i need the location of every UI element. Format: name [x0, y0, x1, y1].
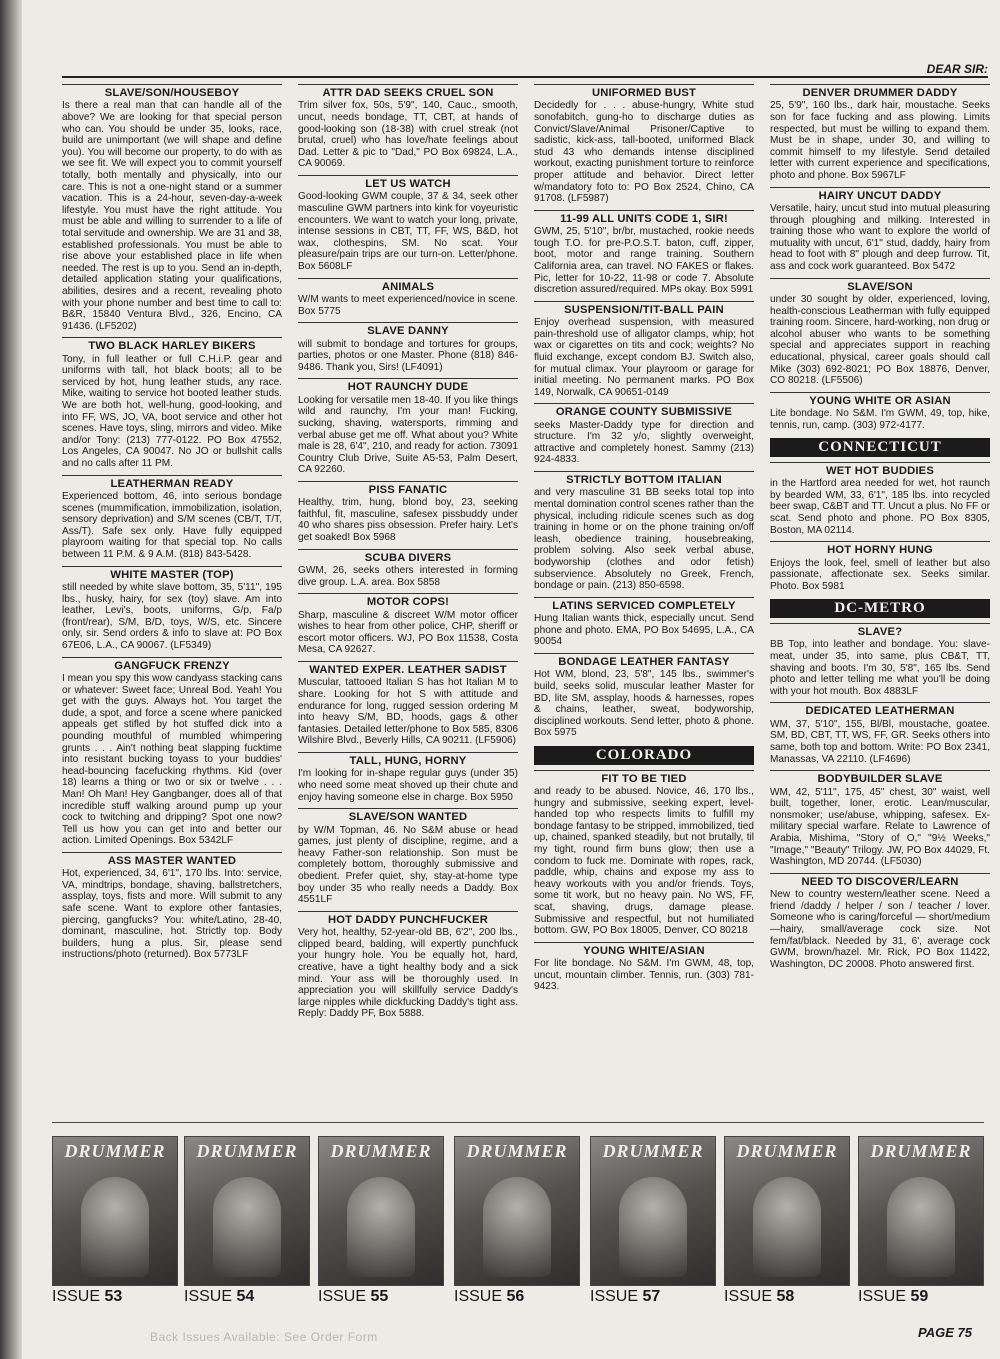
- classified-ad: [770, 541, 990, 592]
- ad-title: WHITE MASTER (TOP): [62, 566, 282, 581]
- issue-number: 55: [370, 1288, 389, 1305]
- classified-ad: [770, 770, 990, 868]
- ad-body: W/M wants to meet experienced/novice in scene. Box 5775: [298, 293, 518, 317]
- ad-body: Healthy, trim, hung, blond boy, 23, seeking faithful, fit, masculine, safesex pissbuddy under 40 who shares piss obsession. Prefer hairy. Let's get soaked! Box 5968: [298, 497, 518, 544]
- classified-ad: [534, 301, 754, 399]
- classified-ad: [770, 623, 990, 697]
- cover-photo: [483, 1177, 551, 1277]
- ad-title: BODYBUILDER SLAVE: [770, 770, 990, 785]
- column-3: [534, 84, 754, 1120]
- issue-number: 54: [236, 1288, 255, 1305]
- issue-cover: [724, 1136, 848, 1306]
- ad-body: WM, 37, 5'10", 155, Bl/Bl, moustache, goatee. SM, BD, CBT, TT, WS, FF, GR. Seeks others into same, both top and bottom. Write: PO Box 2341, Manassas, VA 22110. (LF4696): [770, 718, 990, 765]
- cover-masthead: DRUMMER: [330, 1141, 432, 1161]
- classified-ad: [298, 278, 518, 318]
- ad-title: LATINS SERVICED COMPLETELY: [534, 597, 754, 612]
- issue-label: [590, 1288, 714, 1306]
- cover-photo: [81, 1177, 149, 1277]
- classified-ad: [62, 852, 282, 961]
- ad-title: GANGFUCK FRENZY: [62, 657, 282, 672]
- classified-ad: [298, 549, 518, 589]
- header-rule: [62, 76, 988, 78]
- ad-title: SLAVE/SON: [770, 278, 990, 293]
- cover-masthead: DRUMMER: [466, 1141, 568, 1161]
- ad-title: SUSPENSION/TIT-BALL PAIN: [534, 301, 754, 316]
- ad-title: SCUBA DIVERS: [298, 549, 518, 564]
- issue-label: [858, 1288, 982, 1306]
- classified-ad: [298, 808, 518, 906]
- ad-body: Is there a real man that can handle all of the above? We are looking for that special person who can. You should be under 35, looks, race, build are unimportant (we will shape and define you). You will become our property, to do with as we see fit. We will expect you to commit yourself totally, both mentally and physically, into our care. This is not a one-night stand or a summer vacation. This is a 24-hour, seven-day-a-week lifestyle. You must have the right attitude. You must be able and willing to surrender to a life of total servitude and ownership. We are 31 and 38, established professionals. You must be able to rise above your established place in life when needed. The rest is up to you. Send an in-depth, detailed application stating your qualifications, abilities, desires and a recent, revealing photo with your phone number and best time to call to: B&R, 15840 Ventura Blvd., 326, Encino, CA 91436. (LF5202): [62, 100, 282, 332]
- classified-ad: [62, 84, 282, 332]
- issue-number: 59: [910, 1288, 929, 1305]
- ad-title: UNIFORMED BUST: [534, 84, 754, 99]
- classified-ad: [298, 752, 518, 803]
- classified-ad: [298, 84, 518, 170]
- cover-photo: [213, 1177, 281, 1277]
- ad-title: DEDICATED LEATHERMAN: [770, 702, 990, 717]
- ad-body: Hot, experienced, 34, 6'1", 170 lbs. Into: service, VA, mindtrips, bondage, shaving, ballstretchers, assplay, toys, fists and more. Will submit to any safe scene. Want to explore other fantasies, piercing, gangfucks? You: white/Latino, 28-40, dominant, masculine, hot. Strictly top. Body builders, hung a plus. Sir, please send instructions/photo (returned). Box 5773LF: [62, 868, 282, 961]
- issue-word: ISSUE: [52, 1288, 101, 1305]
- cover-image: [858, 1136, 984, 1286]
- issue-label: [724, 1288, 848, 1306]
- cover-image: [454, 1136, 580, 1286]
- ad-title: YOUNG WHITE OR ASIAN: [770, 392, 990, 407]
- issue-cover: [858, 1136, 982, 1306]
- classified-ad: [770, 392, 990, 432]
- classified-ad: [534, 942, 754, 993]
- classified-ad: [62, 566, 282, 652]
- ad-title: ASS MASTER WANTED: [62, 852, 282, 867]
- ad-body: seeks Master-Daddy type for direction and structure. I'm 32 y/o, slightly overweight, attractive and completely honest. Sammy (213) 924-4833.: [534, 419, 754, 466]
- classified-ad: [298, 175, 518, 273]
- ad-title: HOT DADDY PUNCHFUCKER: [298, 911, 518, 926]
- ad-body: Good-looking GWM couple, 37 & 34, seek other masculine GWM partners into kink for voyeuristic encounters. We want to watch your long, private, intense sessions in CBT, TT, FF, WS, B&D, hot wax, clothespins, SM. No scat. Your pleasure/pain trips are our turn-on. Letter/phone. Box 5608LF: [298, 191, 518, 272]
- column-1: [62, 84, 282, 1120]
- ad-body: BB Top, into leather and bondage. You: slave-meat, under 35, into same, plus CB&T, TT, shaving and boots. I'm 30, 5'8", 165 lbs. Send photo and letter telling me what you'll be doing with your hot mouth. Box 4883LF: [770, 639, 990, 697]
- issue-number: 56: [506, 1288, 525, 1305]
- cover-photo: [619, 1177, 687, 1277]
- ad-body: Trim silver fox, 50s, 5'9", 140, Cauc., smooth, uncut, needs bondage, TT, CBT, at hands of good-looking son (18-38) with cruel streak (not brutal, cruel) who has love/hate feelings about Dad. Letter & pic to "Dad," PO Box 69824, L.A., CA 90069.: [298, 100, 518, 170]
- column-4: [770, 84, 990, 1120]
- back-issue-covers: [52, 1136, 992, 1316]
- ad-title: LEATHERMAN READY: [62, 475, 282, 490]
- ad-body: Very hot, healthy, 52-year-old BB, 6'2", 200 lbs., clipped beard, balding, will expertly punchfuck your hungry hole. You be equally hot, hard, creative, have a tight healthy body and a sick mind. Your ass will be thoroughly used. In appreciation you will skillfully service Daddy's large nipples while dickfucking Daddy's tight ass. Reply: Daddy PF, Box 5888.: [298, 927, 518, 1020]
- issue-word: ISSUE: [318, 1288, 367, 1305]
- issue-cover: [454, 1136, 578, 1306]
- ad-title: YOUNG WHITE/ASIAN: [534, 942, 754, 957]
- ad-body: still needed by white slave bottom, 35, 5'11", 195 lbs., husky, hairy, for sex (toy) slave. Am into leather, Levi's, boots, uniforms, G/p, Fa/p (front/rear), S/M, B/D, toys, W/S, etc. Sincere only, sir. Send orders & info to slave at: PO Box 67E06, L.A., CA 90067. (LF5349): [62, 582, 282, 651]
- ad-title: DENVER DRUMMER DADDY: [770, 84, 990, 99]
- state-heading: CONNECTICUT: [770, 438, 990, 457]
- ad-body: Enjoy overhead suspension, with measured pain-threshold use of alligator clamps, whip; hot wax or cigarettes on tits and cock; weights? No fluid exchange, except condom BJ. Switch also, for mutual climax. Your playroom or garage for initial meeting. No permanent marks. PO Box 149, Norwalk, CA 90651-0149: [534, 317, 754, 398]
- issue-word: ISSUE: [184, 1288, 233, 1305]
- cover-image: [590, 1136, 716, 1286]
- covers-rule: [52, 1122, 984, 1123]
- ad-title: LET US WATCH: [298, 175, 518, 190]
- ad-title: SLAVE DANNY: [298, 322, 518, 337]
- ad-title: SLAVE?: [770, 623, 990, 638]
- classified-ad: [298, 911, 518, 1020]
- classified-ad: [298, 322, 518, 373]
- ad-body: Muscular, tattooed Italian S has hot Italian M to share. Looking for hot S with attitude and endurance for long, rugged session ordering M into heavy S/M, BD, hoods, gags & other fantasies. Detailed letter/phone to Box 585, 8306 Wilshire Blvd., Beverly Hills, CA 90211. (LF5906): [298, 677, 518, 747]
- ad-title: ATTR DAD SEEKS CRUEL SON: [298, 84, 518, 99]
- classified-ad: [534, 210, 754, 296]
- ad-body: Versatile, hairy, uncut stud into mutual pleasuring through ploughing and milking. Interested in training those who want to explore the world of mutuality with uncut, 6'1" stud, daddy, hairy from head to foot with 8" plough and deep furrow. Tit, ass and cock work guaranteed. Box 5472: [770, 202, 990, 272]
- classified-ad: [62, 337, 282, 469]
- ad-title: HOT HORNY HUNG: [770, 541, 990, 556]
- ad-title: MOTOR COPS!: [298, 593, 518, 608]
- ad-title: HAIRY UNCUT DADDY: [770, 187, 990, 202]
- issue-label: [184, 1288, 308, 1306]
- ad-title: WET HOT BUDDIES: [770, 462, 990, 477]
- classified-ad: [770, 873, 990, 971]
- classified-ad: [298, 481, 518, 544]
- ad-title: HOT RAUNCHY DUDE: [298, 378, 518, 393]
- cover-photo: [347, 1177, 415, 1277]
- issue-word: ISSUE: [590, 1288, 639, 1305]
- ad-body: For lite bondage. No S&M. I'm GWM, 48, top, uncut, mountain climber. Tennis, run. (303) 781-9423.: [534, 958, 754, 993]
- classified-ad: [298, 378, 518, 476]
- ad-body: by W/M Topman, 46. No S&M abuse or head games, just plenty of discipline, regime, and a heavy Father-son relationship. Son must be completely bottom, thoroughly submissive and obedient. Prefer quiet, shy, stay-at-home type boy under 35 who really needs a Daddy. Box 4551LF: [298, 824, 518, 906]
- ad-body: Decidedly for . . . abuse-hungry, White stud sonofabitch, gung-ho to discharge duties as Convict/Slave/Animal Prisoner/Captive to sadistic, kick-ass, tall-booted, uniformed Black stud 43 who demands intense disciplined workout, exacting punishment torture to reinforce proper attitude and behavior. Direct letter w/mandatory foto to: PO Box 2524, Chino, CA 91708. (LF5987): [534, 100, 754, 205]
- issue-word: ISSUE: [724, 1288, 773, 1305]
- issue-number: 53: [104, 1288, 123, 1305]
- classified-ad: [534, 770, 754, 937]
- classified-ad: [298, 661, 518, 747]
- state-heading: COLORADO: [534, 746, 754, 765]
- ad-body: Hung Italian wants thick, especially uncut. Send phone and photo. EMA, PO Box 54695, L.A., CA 90054: [534, 613, 754, 648]
- ad-body: Lite bondage. No S&M. I'm GWM, 49, top, hike, tennis, run, camp. (303) 972-4177.: [770, 408, 990, 431]
- issue-label: [454, 1288, 578, 1306]
- cover-masthead: DRUMMER: [64, 1141, 166, 1161]
- classified-ad: [534, 653, 754, 739]
- cover-image: [52, 1136, 178, 1286]
- classified-ad: [770, 702, 990, 765]
- ad-title: FIT TO BE TIED: [534, 770, 754, 785]
- ad-body: and very masculine 31 BB seeks total top into mental domination control scenes rather than the physical, including ridicule scenes such as dog training in home or on the phone training on/off leash, obedience training, housebreaking, problem solving. Also seek verbal abuse, bodyworship (clothes and odor fetish) subservience. Absolutely no Greek, French, bondage or pain. (213) 850-6598.: [534, 487, 754, 592]
- ad-body: and ready to be abused. Novice, 46, 170 lbs., hungry and submissive, seeking expert, level-handed top who respects limits to fulfill my bondage fantasy to be stripped, immobilized, tied up, chained, spanked steadily, but not brutally, til my tight, round firm buns glow; then use a condom to fuck me. Dominate with ropes, rack, paddle, whip, chains and expose my ass to heavy workouts with you and/or friends. Toys, some tit work, but no heavy pain. No WS, FF, scat, shaving, drugs, damage please. Submissive and respectful, but not humiliated bottom. GW, PO Box 18005, Denver, CO 80218: [534, 785, 754, 937]
- ad-body: will submit to bondage and tortures for groups, parties, photos or one Master. Phone (818) 846-9486. Thank you, Sirs! (LF4091): [298, 338, 518, 373]
- ad-title: WANTED EXPER. LEATHER SADIST: [298, 661, 518, 676]
- cover-masthead: DRUMMER: [736, 1141, 838, 1161]
- ad-title: STRICTLY BOTTOM ITALIAN: [534, 471, 754, 486]
- ad-body: Experienced bottom, 46, into serious bondage scenes (mummification, immobilization, isolation, sensory deprivation) and S/M scenes (CB/T, T/T, Ass/T). Safe sex only. Have fully equipped playroom waiting for that special top. No calls between 11 P.M. & 9 A.M. (818) 843-5428.: [62, 491, 282, 560]
- ad-title: SLAVE/SON WANTED: [298, 808, 518, 823]
- classified-ad: [534, 403, 754, 466]
- ad-body: Hot WM, blond, 23, 5'8", 145 lbs., swimmer's build, seeks solid, muscular leather Master for BD, lite SM, assplay, hoods & harnesses, ropes & chains, leather, sweat, bodyworship, disciplined workouts. Send letter, photo & phone. Box 5975: [534, 669, 754, 739]
- classified-ad: [534, 471, 754, 592]
- ad-body: Sharp, masculine & discreet W/M motor officer wishes to hear from other police, CHP, sheriff or escort motor officers. WJ, PO Box 11538, Costa Mesa, CA 92627.: [298, 609, 518, 656]
- running-head: DEAR SIR:: [926, 62, 988, 76]
- issue-word: ISSUE: [454, 1288, 503, 1305]
- footer-caption: Back Issues Available: See Order Form: [150, 1330, 378, 1344]
- ad-body: Looking for versatile men 18-40. If you like things wild and raunchy, I'm your man! Fucking, sucking, shaving, watersports, rimming and verbal abuse get me off. What about you? White male is 28, 6'4", 210, and ready for action. 73091 Country Club Drive, Suite A5-53, Palm Desert, CA 92260.: [298, 394, 518, 476]
- ad-title: SLAVE/SON/HOUSEBOY: [62, 84, 282, 99]
- classified-ad: [770, 84, 990, 182]
- column-2: [298, 84, 518, 1120]
- cover-masthead: DRUMMER: [196, 1141, 298, 1161]
- issue-number: 57: [642, 1288, 661, 1305]
- ad-body: I mean you spy this wow candyass stacking cans or whatever: Sweet face; Unreal Bod. Yeah! You get with the guys. Always hot. You target the dude, a spot, and force a scene where panicked appeals get stifled by hot stuffed dick into a pounding mouthful of mumbled whimpering grunts . . . Ain't nothing beat slapping fucktime into resistant bucking toyass to your buddies' head-bouncing facefucking rhythms. Kid (over 18) learns a thing or two or six or twelve . . . Man! Oh Man! Hey Gangbanger, does all of that incredible stuff walking around pump up your cock to twitching and dripping? Spot one now? Tell us how you can get into and better our action. Limited Openings. Box 5342LF: [62, 672, 282, 847]
- issue-cover: [184, 1136, 308, 1306]
- issue-label: [318, 1288, 442, 1306]
- ad-body: 25, 5'9", 160 lbs., dark hair, moustache. Seeks son for face fucking and ass plowing. Limits respected, but must be willing to expand them. Must be in shape, under 30, and willing to commit himself to my lifestyle. Send detailed letter with current experience and specifications, photo and phone. Box 5967LF: [770, 100, 990, 181]
- ad-body: Enjoys the look, feel, smell of leather but also passionate, affectionate sex. Seeks similar. Photo. Box 5981: [770, 557, 990, 592]
- cover-photo: [887, 1177, 955, 1277]
- issue-number: 58: [776, 1288, 795, 1305]
- ad-body: Tony, in full leather or full C.H.i.P. gear and uniforms with tall, hot black boots; all to be serviced by hot, hung leather studs, any race. Mike, waiting to service hot booted leather studs. We are both hot, well-hung, good-looking, and into FF, WS, JO, VA, boot service and other hot scenes. Have toys, sling, mirrors and video. Mike and/or Tony: (213) 777-0122. PO Box 47552, Los Angeles, CA 90047. No JO or bullshit calls and no calls after 11 PM.: [62, 353, 282, 470]
- ad-body: under 30 sought by older, experienced, loving, health-conscious Leatherman with fully equipped training room. Sincere, hard-working, non drug or alcohol abuser who wants to be something special and appreciates support in reaching educational, physical, career goals should call Mike (303) 692-8021; PO Box 18876, Denver, CO 80218. (LF5506): [770, 293, 990, 387]
- issue-cover: [52, 1136, 176, 1306]
- ad-title: ORANGE COUNTY SUBMISSIVE: [534, 403, 754, 418]
- cover-photo: [753, 1177, 821, 1277]
- ad-title: 11-99 ALL UNITS CODE 1, SIR!: [534, 210, 754, 225]
- cover-image: [318, 1136, 444, 1286]
- ad-body: GWM, 25, 5'10", br/br, mustached, rookie needs tough T.O. for pre-P.O.S.T. baton, cuff, zipper, boot, motor and range training. Southern California area, can travel. NO FAKES or flakes. Pic, letter for 10-22, 11-98 or code 7. Absolute discretion assured/required. MPs okay. Box 5991: [534, 226, 754, 296]
- classified-ad: [770, 187, 990, 273]
- classified-ad: [298, 593, 518, 656]
- ad-body: GWM, 26, seeks others interested in forming dive group. L.A. area. Box 5858: [298, 565, 518, 588]
- page-number: PAGE 75: [918, 1325, 972, 1340]
- issue-cover: [318, 1136, 442, 1306]
- binding-edge: [0, 0, 22, 1359]
- classified-ad: [62, 657, 282, 847]
- cover-image: [184, 1136, 310, 1286]
- ad-body: in the Hartford area needed for wet, hot raunch by bearded WM, 33, 6'1", 185 lbs. into recycled beer swap, C&BT and TT. Uncut a plus. No FF or scat. Send photo and phone. PO Box 8305, Boston, MA 02114.: [770, 478, 990, 536]
- classified-ad: [534, 597, 754, 648]
- issue-cover: [590, 1136, 714, 1306]
- cover-image: [724, 1136, 850, 1286]
- classified-ad: [770, 278, 990, 387]
- ad-title: NEED TO DISCOVER/LEARN: [770, 873, 990, 888]
- cover-masthead: DRUMMER: [870, 1141, 972, 1161]
- classified-ad: [534, 84, 754, 205]
- ad-body: New to country western/leather scene. Need a friend /daddy / helper / son / teacher / lover. Someone who is caring/forceful — short/medium—hairy, small/average cock size. Not fem/fat/black. Needed by 31, 6', average cock GWM, brown/hazel. Mr. Rick, PO Box 11422, Washington, DC 20008. Photo answered first.: [770, 889, 990, 970]
- cover-masthead: DRUMMER: [602, 1141, 704, 1161]
- classified-ad: [770, 462, 990, 536]
- ad-title: TWO BLACK HARLEY BIKERS: [62, 337, 282, 352]
- ad-body: I'm looking for in-shape regular guys (under 35) who need some meat shoved up their chute and enjoy having someone else in charge. Box 5950: [298, 768, 518, 803]
- issue-label: [52, 1288, 176, 1306]
- ad-body: WM, 42, 5'11", 175, 45" chest, 30" waist, well built, together, loner, erotic. Lean/muscular, nonsmoker; use/abuse, whipping, safesex. Ex-military special warfare. Relate to Lawrence of Arabia, Mishima, "Story of O," "9½ Weeks," "Image," "Beauty" Trilogy. JW, PO Box 44029, Ft. Washington, MD 20744. (LF5030): [770, 786, 990, 868]
- ad-title: PISS FANATIC: [298, 481, 518, 496]
- ad-title: ANIMALS: [298, 278, 518, 293]
- classified-columns: [62, 84, 990, 1120]
- ad-title: BONDAGE LEATHER FANTASY: [534, 653, 754, 668]
- issue-word: ISSUE: [858, 1288, 907, 1305]
- ad-title: TALL, HUNG, HORNY: [298, 752, 518, 767]
- classified-ad: [62, 475, 282, 561]
- state-heading: DC-METRO: [770, 599, 990, 618]
